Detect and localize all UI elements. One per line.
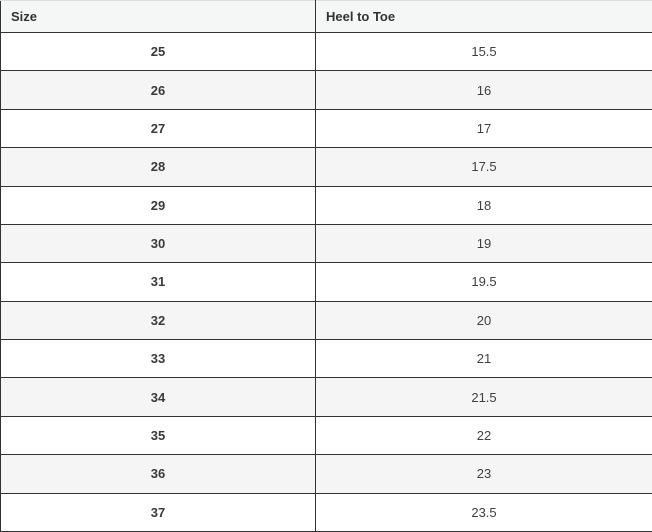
heel-to-toe-cell: 23.5 xyxy=(316,493,652,532)
size-cell: 26 xyxy=(1,71,316,109)
heel-to-toe-cell: 17 xyxy=(316,109,652,147)
table-row xyxy=(1,340,652,378)
heel-to-toe-cell: 21 xyxy=(316,340,652,378)
size-cell: 32 xyxy=(1,301,316,339)
heel-to-toe-cell: 16 xyxy=(316,71,652,109)
size-cell: 25 xyxy=(1,33,316,71)
heel-to-toe-cell: 18 xyxy=(316,186,652,224)
table-header xyxy=(1,1,652,33)
table-row xyxy=(1,33,652,71)
size-cell: 29 xyxy=(1,186,316,224)
heel-to-toe-cell: 22 xyxy=(316,416,652,454)
table-row xyxy=(1,416,652,454)
heel-to-toe-cell: 23 xyxy=(316,455,652,493)
table-row xyxy=(1,71,652,109)
size-cell: 37 xyxy=(1,493,316,532)
table-body xyxy=(1,33,652,532)
table-row xyxy=(1,455,652,493)
table-row xyxy=(1,186,652,224)
size-cell: 35 xyxy=(1,416,316,454)
table-row xyxy=(1,493,652,532)
heel-to-toe-cell: 21.5 xyxy=(316,378,652,416)
size-cell: 30 xyxy=(1,224,316,262)
table-row xyxy=(1,224,652,262)
table-row xyxy=(1,109,652,147)
column-header-size: Size xyxy=(1,1,316,33)
header-row xyxy=(1,1,652,33)
table-row xyxy=(1,301,652,339)
heel-to-toe-cell: 15.5 xyxy=(316,33,652,71)
size-cell: 34 xyxy=(1,378,316,416)
heel-to-toe-cell: 19 xyxy=(316,224,652,262)
size-cell: 36 xyxy=(1,455,316,493)
size-cell: 28 xyxy=(1,148,316,186)
size-cell: 33 xyxy=(1,340,316,378)
heel-to-toe-cell: 20 xyxy=(316,301,652,339)
size-cell: 27 xyxy=(1,109,316,147)
column-header-heel-to-toe: Heel to Toe xyxy=(316,1,652,33)
heel-to-toe-cell: 17.5 xyxy=(316,148,652,186)
heel-to-toe-cell: 19.5 xyxy=(316,263,652,301)
table-row xyxy=(1,378,652,416)
size-cell: 31 xyxy=(1,263,316,301)
table-row xyxy=(1,148,652,186)
table-row xyxy=(1,263,652,301)
